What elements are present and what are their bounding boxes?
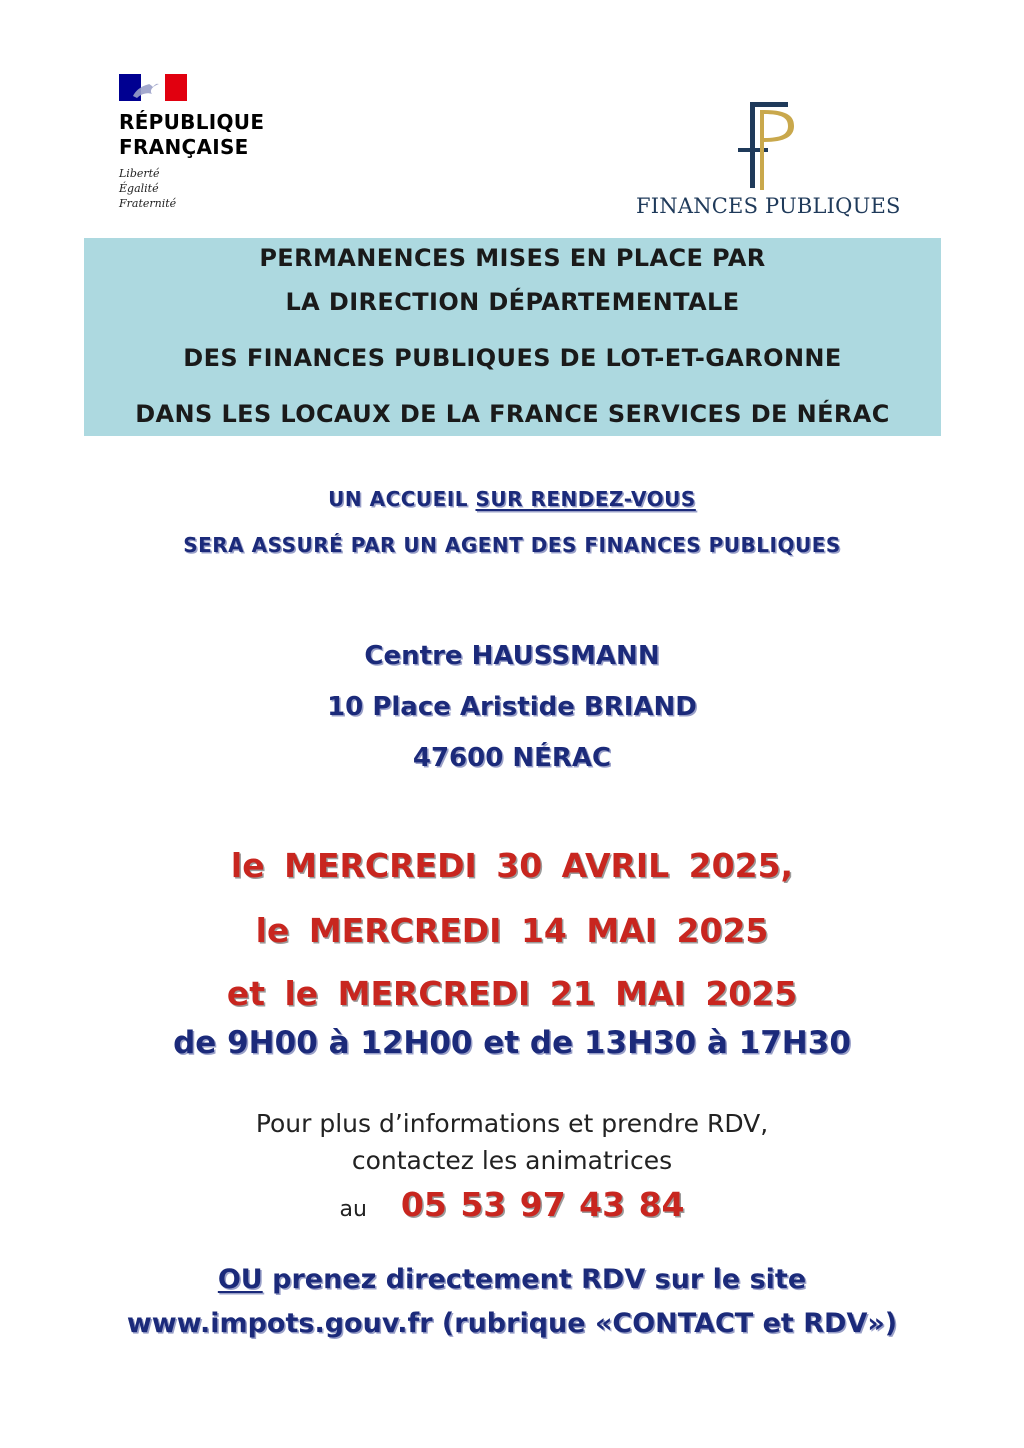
intro-prefix: UN ACCUEIL [328,487,476,511]
marianne-flag-icon [119,74,187,101]
ou-underlined: OU [217,1264,263,1295]
online-line-1 [0,1264,1024,1295]
address-line-1: Centre HAUSSMANN [364,641,660,671]
date-line-3: et le MERCREDI 21 MAI 2025 [226,974,798,1013]
header-band [84,238,941,436]
republique-francaise-logo [119,74,319,211]
republique-francaise-name [119,110,319,160]
header-line-3: DES FINANCES PUBLIQUES DE LOT-ET-GARONNE [183,344,842,372]
header-line-4: DANS LES LOCAUX DE LA FRANCE SERVICES DE NÉRAC [135,400,890,428]
intro-line-2: SERA ASSURÉ PAR UN AGENT DES FINANCES PUBLIQUES [183,533,841,557]
contact-line-1: Pour plus d’informations et prendre RDV, [255,1109,769,1138]
finances-publiques-text: FINANCES PUBLIQUES [636,194,901,218]
motto-liberte: Liberté [119,167,160,180]
phone-prefix: au [339,1197,367,1222]
motto-fraternite: Fraternité [119,197,177,210]
intro-line-1 [0,487,1024,511]
motto-egalite: Égalité [119,182,159,195]
online-line-1-rest: prenez directement RDV sur le site [262,1264,807,1295]
date-line-1: le MERCREDI 30 AVRIL 2025, [230,846,794,885]
date-line-2: le MERCREDI 14 MAI 2025 [255,911,769,950]
rf-name-line1: RÉPUBLIQUE [119,110,265,134]
impots-website-line: www.impots.gouv.fr (rubrique «CONTACT et RDV») [126,1308,898,1339]
opening-hours: de 9H00 à 12H00 et de 13H30 à 17H30 [173,1025,851,1061]
finances-publiques-logo [636,96,916,226]
header-line-1: PERMANENCES MISES EN PLACE PAR [259,244,766,272]
phone-number: 05 53 97 43 84 [400,1185,685,1224]
address-line-2: 10 Place Aristide BRIAND [327,692,697,722]
intro-appointment-underlined: SUR RENDEZ-VOUS [475,487,696,511]
rf-name-line2: FRANÇAISE [119,135,249,159]
republique-motto [119,166,319,211]
contact-line-2: contactez les animatrices [351,1146,673,1175]
address-line-3: 47600 NÉRAC [412,743,612,773]
contact-phone-line [0,1185,1024,1224]
fp-monogram-icon [730,96,802,192]
header-line-2: LA DIRECTION DÉPARTEMENTALE [285,288,740,316]
